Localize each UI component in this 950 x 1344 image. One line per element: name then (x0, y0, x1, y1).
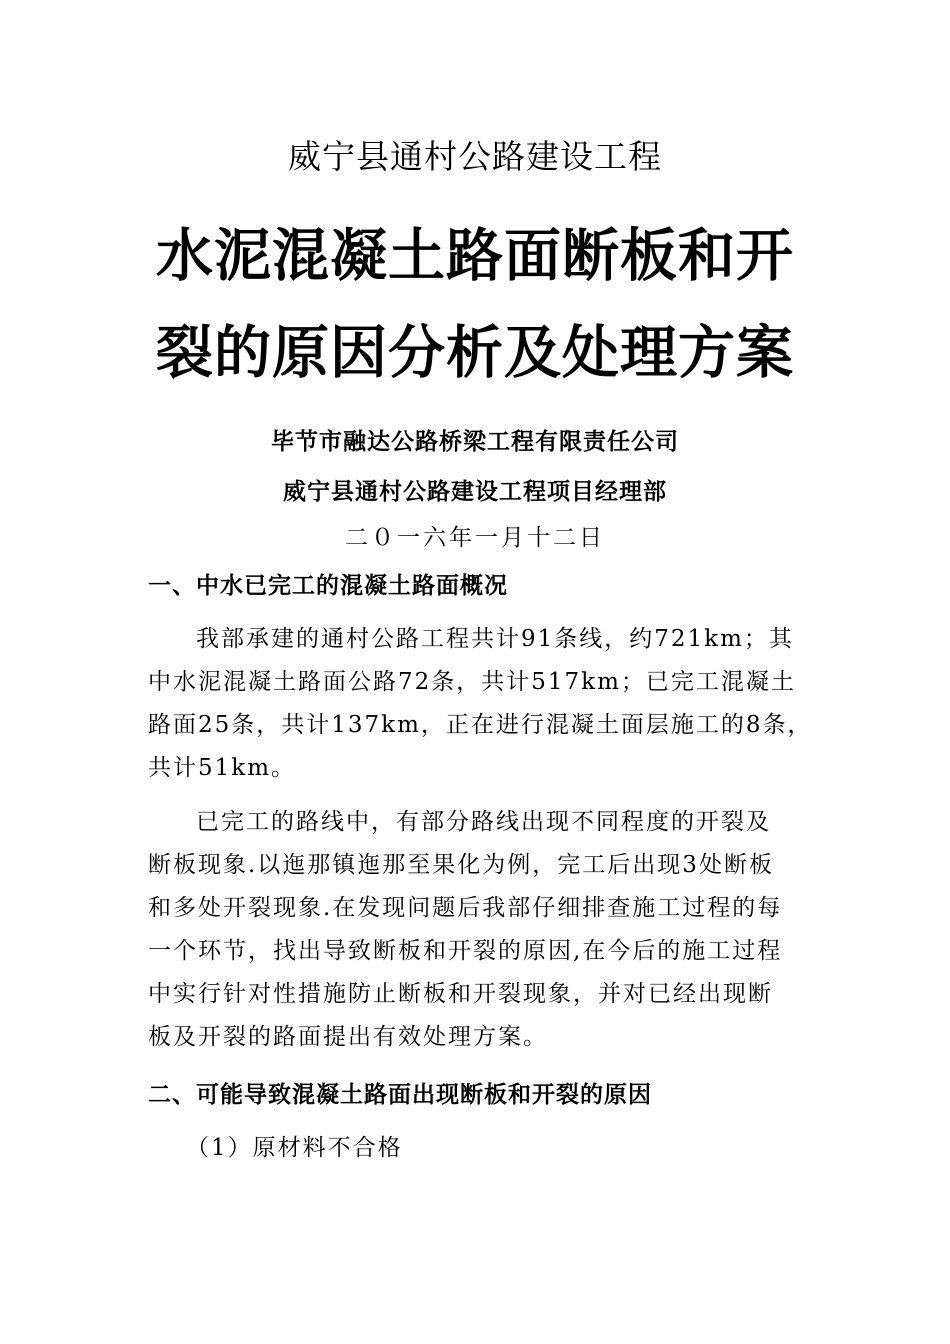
document-title-line-2: 裂的原因分析及处理方案 (156, 320, 794, 386)
paragraph-2-line-2: 断板现象.以迤那镇迤那至果化为例，完工后出现3处断板 (148, 852, 774, 878)
paragraph-1-line-4: 共计51km。 (148, 755, 297, 781)
paragraph-2-line-6: 板及开裂的路面提出有效处理方案。 (148, 1024, 548, 1050)
paragraph-1-line-2: 中水泥混凝土路面公路72条，共计517km；已完工混凝土 (148, 669, 796, 695)
document-title-line-1: 水泥混凝土路面断板和开 (156, 223, 794, 289)
paragraph-2-line-5: 中实行针对性措施防止断板和开裂现象，并对已经出现断 (148, 981, 773, 1007)
document-supertitle: 威宁县通村公路建设工程 (288, 137, 662, 176)
paragraph-2-line-1: 已完工的路线中，有部分路线出现不同程度的开裂及 (196, 809, 771, 835)
document-date: 二０一六年一月十二日 (345, 525, 605, 551)
paragraph-1-line-3: 路面25条，共计137km，正在进行混凝土面层施工的8条， (148, 712, 813, 738)
section-2-heading: 二、可能导致混凝土路面出现断板和开裂的原因 (148, 1081, 652, 1108)
paragraph-2-line-4: 一个环节，找出导致断板和开裂的原因,在今后的施工过程 (148, 938, 783, 964)
paragraph-1-line-1: 我部承建的通村公路工程共计91条线，约721km；其 (196, 626, 794, 652)
department-name: 威宁县通村公路建设工程项目经理部 (283, 478, 667, 505)
organization-name: 毕节市融达公路桥梁工程有限责任公司 (271, 428, 679, 455)
section-1-heading: 一、中水已完工的混凝土路面概况 (148, 572, 508, 599)
paragraph-2-line-3: 和多处开裂现象.在发现问题后我部仔细排查施工过程的每 (148, 895, 783, 921)
section-2-subheading: （1）原材料不合格 (186, 1135, 403, 1161)
